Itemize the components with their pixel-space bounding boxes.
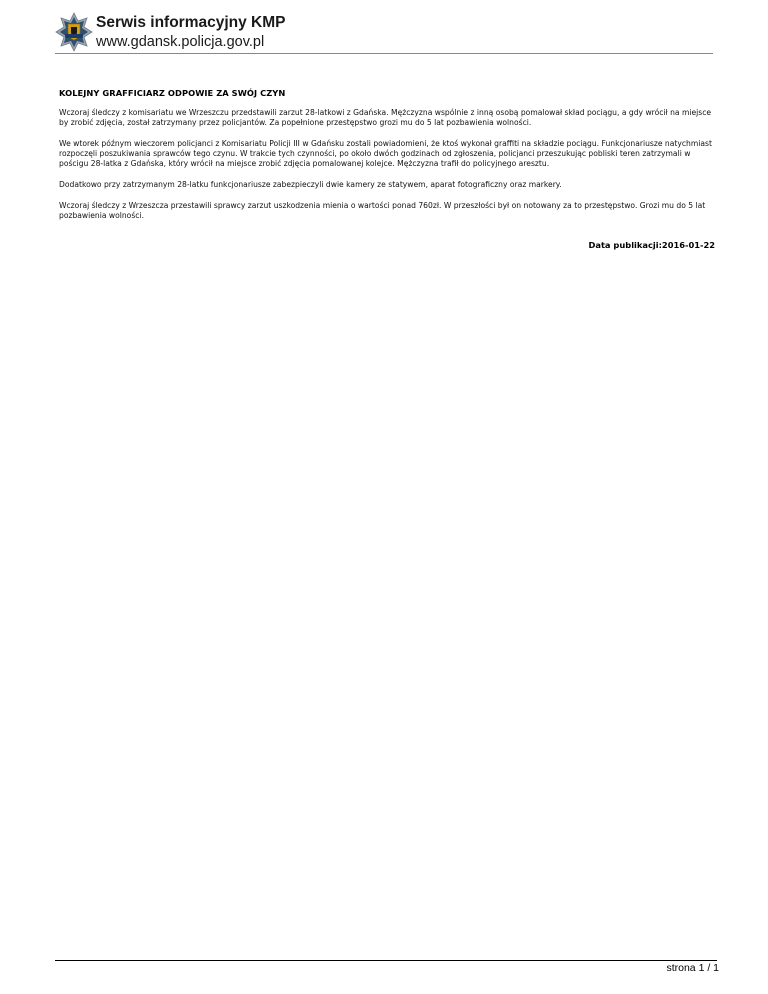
site-url[interactable]: www.gdansk.policja.gov.pl	[96, 34, 265, 50]
publication-date: Data publikacji:2016-01-22	[588, 240, 715, 250]
police-star-badge-icon	[55, 12, 93, 52]
article-paragraph: Wczoraj śledczy z Wrzeszcza przestawili sprawcy zarzut uszkodzenia mienia o wartości ponad 760zł. W przeszłości był on notowany za to przestępstwo. Grozi mu do 5 lat pozbawienia wolności.	[59, 201, 706, 220]
footer-divider	[55, 960, 717, 961]
article-paragraph: Wczoraj śledczy z komisariatu we Wrzeszczu przedstawili zarzut 28-latkowi z Gdańska. Mężczyzna wspólnie z inną osobą pomalował skład pociągu, a gdy wrócił na miejsce by zrobić zdjęcia, został zatrzymany przez policjantów. Za popełnione przestępstwo grozi mu do 5 lat pozbawienia wolności.	[59, 108, 712, 127]
page-header	[55, 12, 715, 56]
article-title: KOLEJNY GRAFFICIARZ ODPOWIE ZA SWÓJ CZYN	[59, 88, 286, 98]
header-divider	[55, 53, 713, 54]
page-number: strona 1 / 1	[666, 962, 719, 974]
article	[59, 88, 713, 232]
article-paragraph: We wtorek późnym wieczorem policjanci z Komisariatu Policji III w Gdańsku zostali powiadomieni, że ktoś wykonał graffiti na składzie pociągu. Funkcjonariusze natychmiast rozpoczęli poszukiwania sprawców tego czynu. W trakcie tych czynności, po około dwóch godzinach od zgłoszenia, policjanci przeszukując pobliski teren zatrzymali w pościgu 28-latka z Gdańska, który wrócił na miejsce zrobić zdjęcia pomalowanej kolejce. Mężczyzna trafił do policyjnego aresztu.	[59, 139, 712, 168]
site-title: Serwis informacyjny KMP	[96, 14, 286, 31]
article-paragraph: Dodatkowo przy zatrzymanym 28-latku funkcjonariusze zabezpieczyli dwie kamery ze statywem, aparat fotograficzny oraz markery.	[59, 180, 562, 189]
